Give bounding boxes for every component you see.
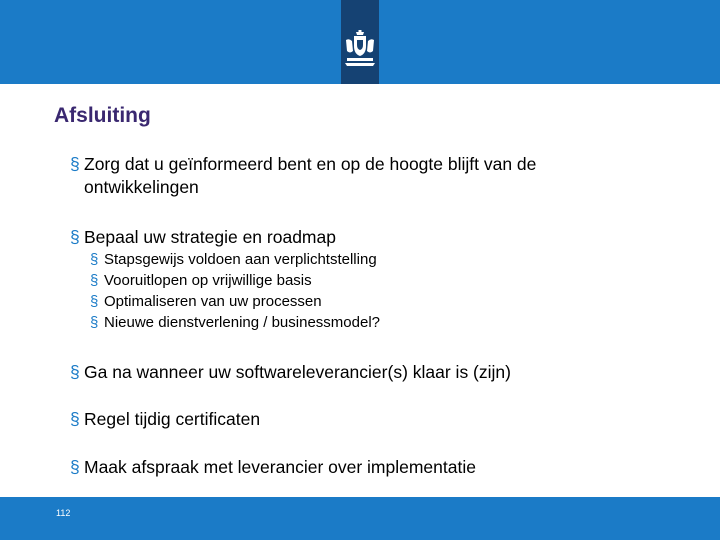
bullet-marker-icon: § <box>70 457 80 477</box>
sub-bullet-text: Stapsgewijs voldoen aan verplichtstelling <box>104 251 377 268</box>
bullet-marker-icon: § <box>90 251 99 268</box>
bullet-marker-icon: § <box>90 272 99 289</box>
sub-bullet-item <box>90 271 312 291</box>
sub-bullet-text: Nieuwe dienstverlening / businessmodel? <box>104 314 380 331</box>
sub-bullet-text: Vooruitlopen op vrijwillige basis <box>104 272 312 289</box>
bullet-text: Zorg dat u geïnformeerd bent en op de hoogte blijft van de ontwikkelingen <box>84 154 537 197</box>
bullet-item <box>70 153 630 199</box>
coat-of-arms-icon <box>343 30 377 68</box>
page-number: 112 <box>56 508 71 518</box>
bullet-text: Bepaal uw strategie en roadmap <box>84 227 336 247</box>
bullet-marker-icon: § <box>70 409 80 429</box>
sub-bullet-item <box>90 313 380 333</box>
slide-title: Afsluiting <box>54 104 151 127</box>
sub-bullet-item <box>90 250 377 270</box>
sub-bullet-item <box>90 292 322 312</box>
bullet-marker-icon: § <box>70 227 80 247</box>
bullet-item <box>70 408 630 431</box>
bullet-text: Ga na wanneer uw softwareleverancier(s) klaar is (zijn) <box>84 362 511 382</box>
bullet-text: Regel tijdig certificaten <box>84 409 261 429</box>
bullet-item <box>70 361 630 384</box>
bullet-marker-icon: § <box>70 362 80 382</box>
footer-band <box>0 497 720 540</box>
bullet-marker-icon: § <box>90 314 99 331</box>
bullet-marker-icon: § <box>70 154 80 174</box>
bullet-marker-icon: § <box>90 293 99 310</box>
sub-bullet-text: Optimaliseren van uw processen <box>104 293 322 310</box>
bullet-item <box>70 456 630 479</box>
bullet-text: Maak afspraak met leverancier over implementatie <box>84 457 476 477</box>
bullet-item <box>70 226 630 249</box>
